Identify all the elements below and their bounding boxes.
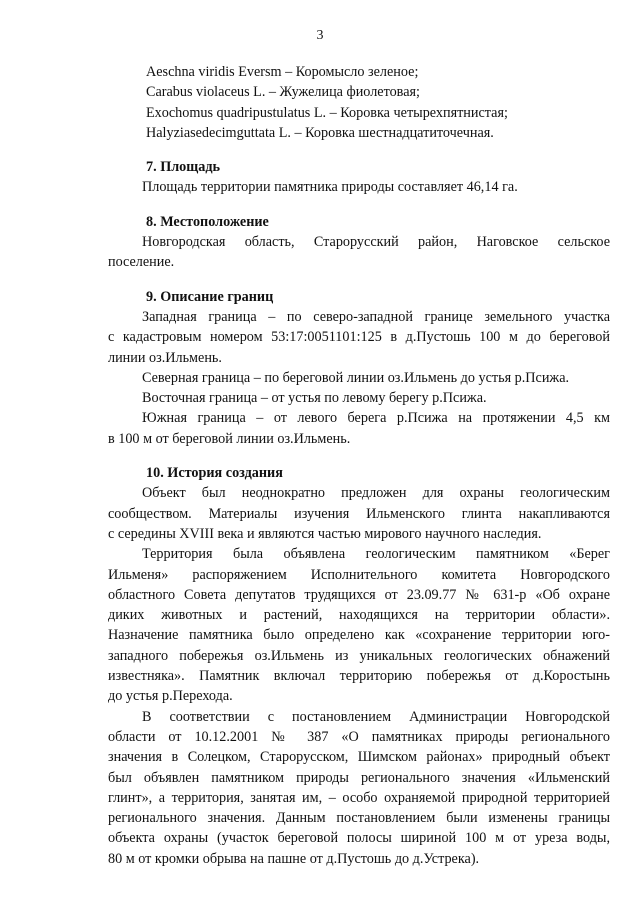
paragraph-line: Ильменя» распоряжением Исполнительного комитета Новгородского: [108, 566, 610, 583]
paragraph-line: до устья р.Перехода.: [108, 688, 233, 705]
section-8-line: Новгородская область, Старорусский район, Наговское сельское: [142, 234, 610, 251]
species-item: Carabus violaceus L. – Жужелица фиолетовая;: [146, 84, 420, 101]
border-west-line: с кадастровым номером 53:17:0051101:125 в д.Пустошь 100 м до береговой: [108, 329, 610, 346]
paragraph-line: значения в Солецком, Старорусском, Шимском районах» природный объект: [108, 749, 610, 766]
paragraph-line: сообществом. Материалы изучения Ильменского глинта накапливаются: [108, 505, 610, 522]
paragraph-line: диких животных и растений, находящихся на территории области».: [108, 607, 610, 624]
paragraph-line: западного побережья оз.Ильмень из уникальных геологических обнажений: [108, 647, 610, 664]
section-7-heading: 7. Площадь: [146, 159, 221, 176]
history-paragraph-3: [108, 707, 610, 869]
history-paragraph-2: [108, 544, 610, 706]
species-list: [108, 62, 610, 143]
section-8-line: поселение.: [108, 254, 175, 271]
paragraph-line: Территория была объявлена геологическим памятником «Берег: [142, 546, 610, 563]
history-paragraph-1: [108, 483, 610, 544]
species-item: Exochomus quadripustulatus L. – Коровка четырехпятнистая;: [146, 104, 508, 121]
paragraph-line: с середины XVIII века и являются частью мирового научного наследия.: [108, 525, 542, 542]
section-7-text: Площадь территории памятника природы составляет 46,14 га.: [142, 179, 518, 196]
paragraph-line: регионального значения. Данным постановлением были изменены границы: [108, 810, 610, 827]
paragraph-line: Назначение памятника было определено как «сохранение территории юго-: [108, 627, 610, 644]
section-9-heading: 9. Описание границ: [146, 288, 274, 305]
paragraph-line: 80 м от кромки обрыва на пашне от д.Пустошь до д.Устрека).: [108, 850, 480, 867]
paragraph-line: глинт», а территория, занятая им, – особо охраняемой природной территорией: [108, 789, 610, 806]
border-north: Северная граница – по береговой линии оз.Ильмень до устья р.Псижа.: [142, 369, 570, 386]
paragraph-line: областного Совета депутатов трудящихся от 23.09.77 № 631-р «Об охране: [108, 586, 610, 603]
paragraph-line: объекта охраны (участок береговой полосы шириной 100 м от уреза воды,: [108, 830, 610, 847]
section-8-heading: 8. Местоположение: [146, 213, 269, 230]
paragraph-line: был объявлен памятником природы регионального значения «Ильменский: [108, 769, 610, 786]
border-east: Восточная граница – от устья по левому берегу р.Псижа.: [142, 390, 487, 407]
section-10-heading: 10. История создания: [146, 465, 283, 482]
species-item: Halyziasedecimguttata L. – Коровка шестнадцатиточечная.: [146, 124, 494, 141]
border-south-line: Южная граница – от левого берега р.Псижа на протяжении 4,5 км: [142, 410, 610, 427]
border-west-line: Западная граница – по северо-западной границе земельного участка: [142, 308, 610, 325]
page-number: 3: [316, 28, 324, 43]
paragraph-line: области от 10.12.2001 № 387 «О памятниках природы регионального: [108, 728, 610, 745]
species-item: Aeschna viridis Eversm – Коромысло зеленое;: [146, 64, 419, 80]
paragraph-line: известняка». Памятник включал территорию побережья от д.Коростынь: [108, 668, 610, 685]
paragraph-line: Объект был неоднократно предложен для охраны геологическим: [142, 485, 610, 502]
border-south-line: в 100 м от береговой линии оз.Ильмень.: [108, 430, 351, 447]
border-west-line: линии оз.Ильмень.: [108, 349, 222, 366]
paragraph-line: В соответствии с постановлением Администрации Новгородской: [142, 708, 610, 725]
document-body: [108, 62, 610, 869]
